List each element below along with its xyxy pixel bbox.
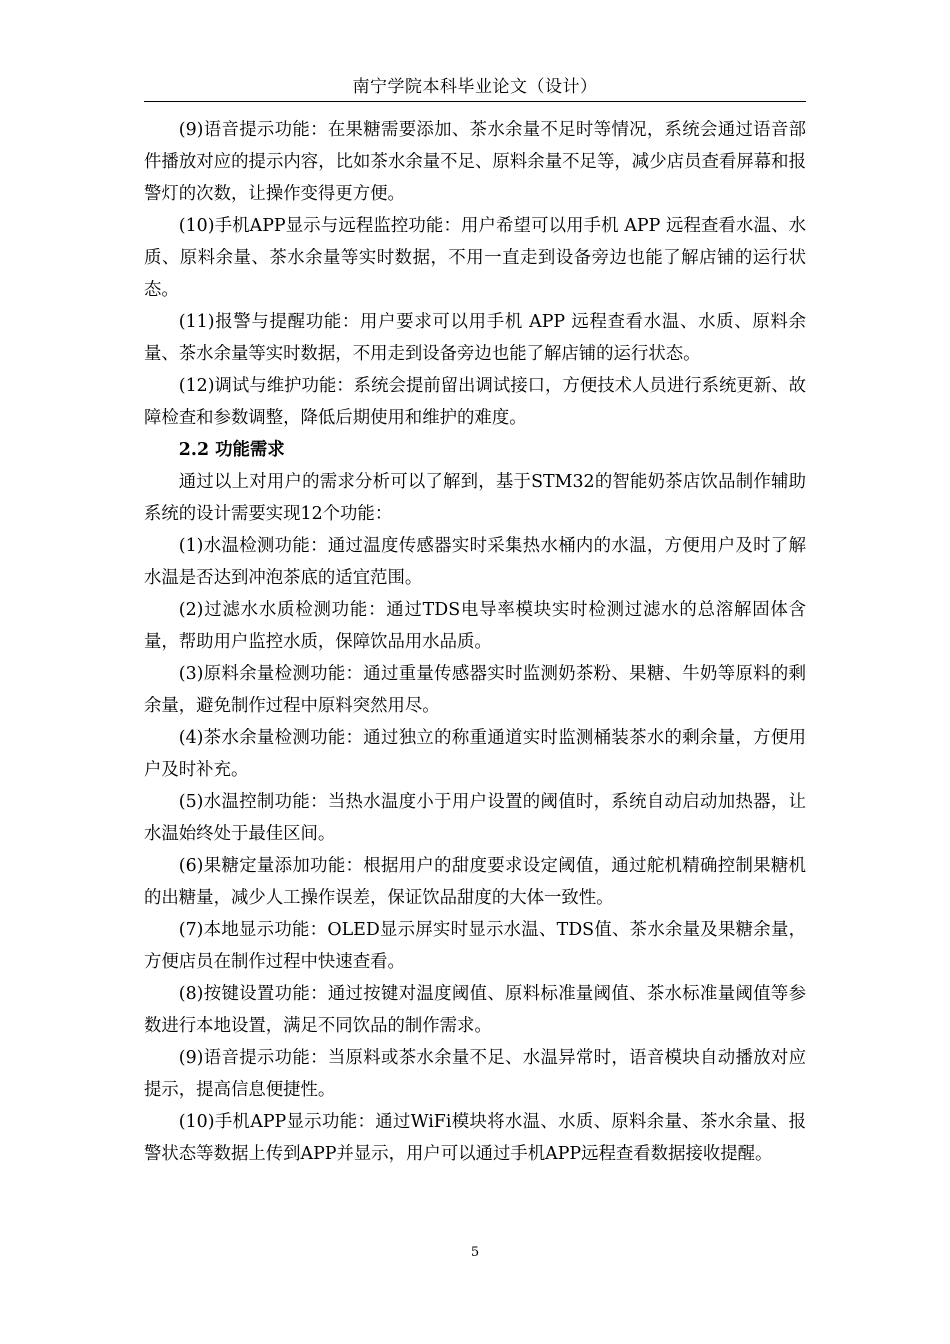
- paragraph-voice-prompt-requirement: (9)语音提示功能：在果糖需要添加、茶水余量不足时等情况，系统会通过语音部件播放对应的提示内容，比如茶水余量不足、原料余量不足等，减少店员查看屏幕和报警灯的次数，让操作变得更方便。: [144, 120, 806, 204]
- paragraph-debug-maintenance-requirement: (12)调试与维护功能：系统会提前留出调试接口，方便技术人员进行系统更新、故障检查和参数调整，降低后期使用和维护的难度。: [144, 376, 806, 428]
- function-water-temp-detection: (1)水温检测功能：通过温度传感器实时采集热水桶内的水温，方便用户及时了解水温是否达到冲泡茶底的适宜范围。: [144, 536, 806, 588]
- function-tea-level-detection: (4)茶水余量检测功能：通过独立的称重通道实时监测桶装茶水的剩余量，方便用户及时补充。: [144, 728, 806, 780]
- function-key-settings: (8)按键设置功能：通过按键对温度阈值、原料标准量阈值、茶水标准量阈值等参数进行本地设置，满足不同饮品的制作需求。: [144, 984, 806, 1036]
- function-syrup-dosing: (6)果糖定量添加功能：根据用户的甜度要求设定阈值，通过舵机精确控制果糖机的出糖量，减少人工操作误差，保证饮品甜度的大体一致性。: [144, 856, 806, 908]
- function-local-display: (7)本地显示功能：OLED显示屏实时显示水温、TDS值、茶水余量及果糖余量，方便店员在制作过程中快速查看。: [144, 920, 806, 972]
- page-body: [144, 114, 806, 1170]
- paragraph-app-remote-monitor-requirement: (10)手机APP显示与远程监控功能：用户希望可以用手机 APP 远程查看水温、水质、原料余量、茶水余量等实时数据，不用一直走到设备旁边也能了解店铺的运行状态。: [144, 216, 806, 300]
- function-water-quality-detection: (2)过滤水水质检测功能：通过TDS电导率模块实时检测过滤水的总溶解固体含量，帮助用户监控水质，保障饮品用水品质。: [144, 600, 806, 652]
- function-water-temp-control: (5)水温控制功能：当热水温度小于用户设置的阈值时，系统自动启动加热器，让水温始终处于最佳区间。: [144, 792, 806, 844]
- section-heading: 2.2 功能需求: [178, 440, 285, 460]
- function-app-display: (10)手机APP显示功能：通过WiFi模块将水温、水质、原料余量、茶水余量、报警状态等数据上传到APP并显示，用户可以通过手机APP远程查看数据接收提醒。: [144, 1112, 806, 1164]
- function-voice-prompt: (9)语音提示功能：当原料或茶水余量不足、水温异常时，语音模块自动播放对应提示，提高信息便捷性。: [144, 1048, 806, 1100]
- paragraph-alarm-reminder-requirement: (11)报警与提醒功能：用户要求可以用手机 APP 远程查看水温、水质、原料余量、茶水余量等实时数据，不用走到设备旁边也能了解店铺的运行状态。: [144, 312, 806, 364]
- running-header: 南宁学院本科毕业论文（设计）: [352, 77, 598, 97]
- function-material-level-detection: (3)原料余量检测功能：通过重量传感器实时监测奶茶粉、果糖、牛奶等原料的剩余量，避免制作过程中原料突然用尽。: [144, 664, 806, 716]
- page-number: 5: [470, 1245, 480, 1260]
- header-rule: [144, 101, 806, 102]
- section-intro: 通过以上对用户的需求分析可以了解到，基于STM32的智能奶茶店饮品制作辅助系统的设计需要实现12个功能：: [144, 472, 806, 524]
